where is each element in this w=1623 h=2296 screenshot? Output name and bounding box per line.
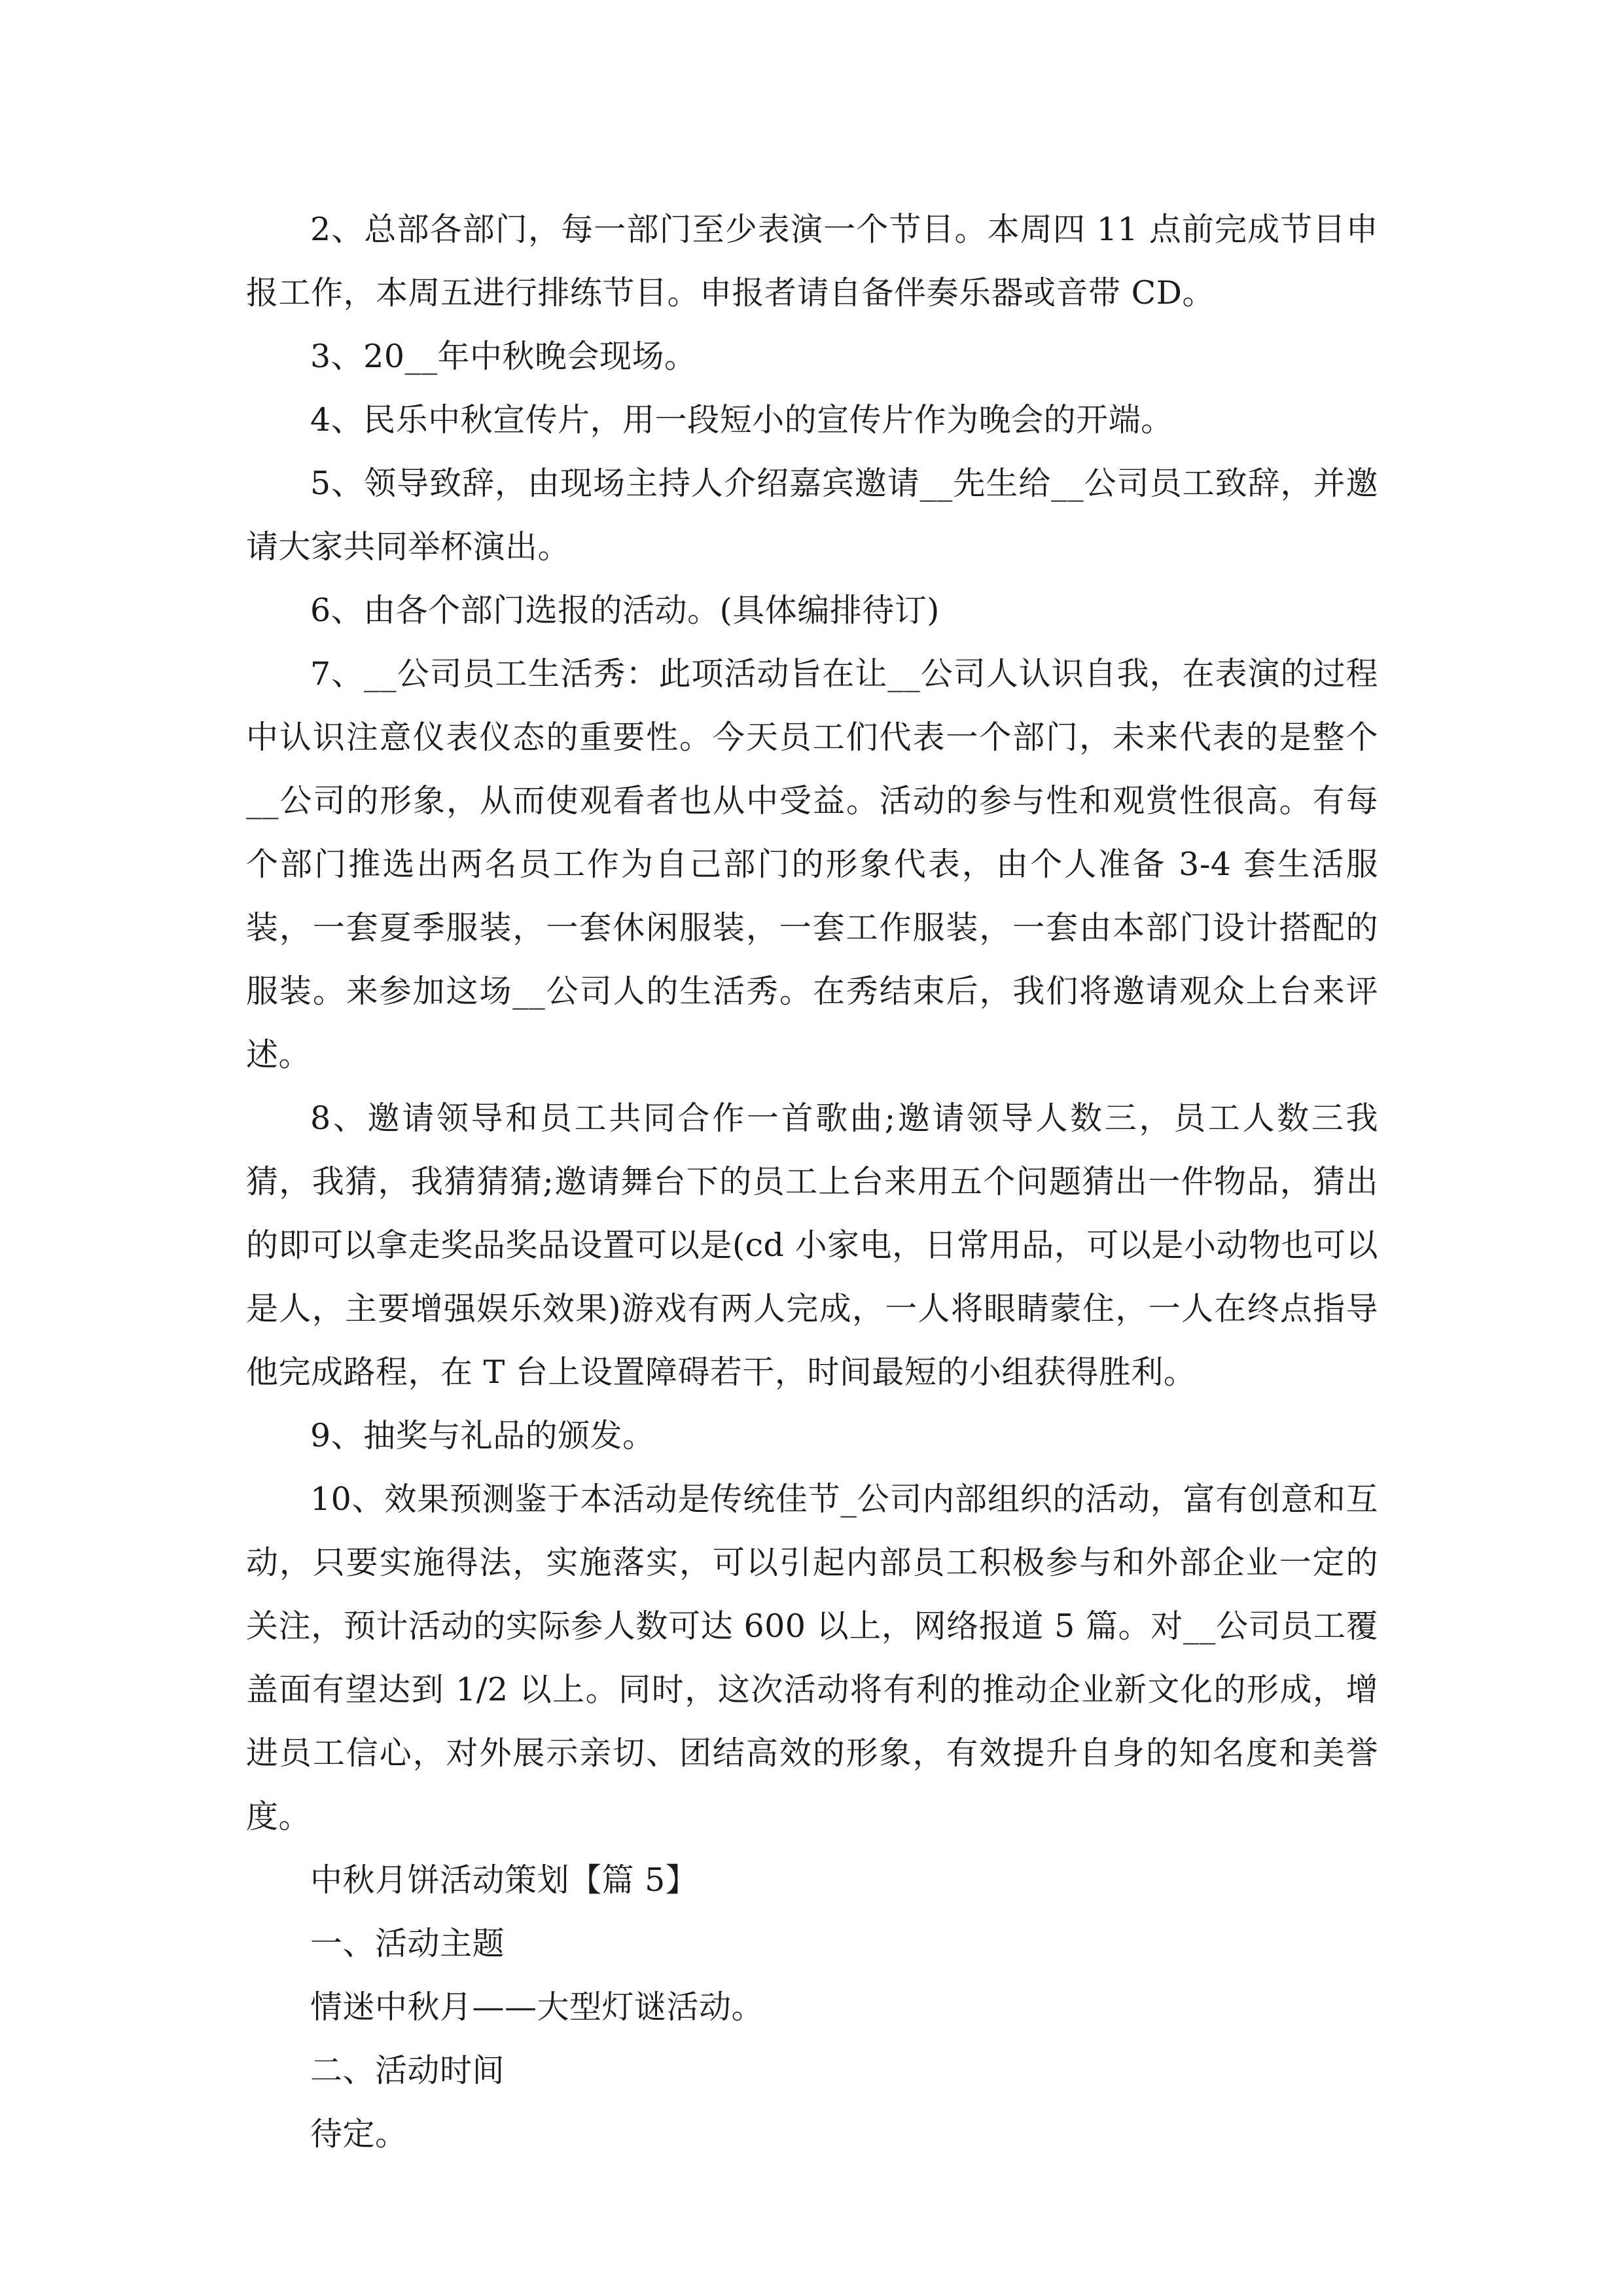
paragraph-item-5: 5、领导致辞，由现场主持人介绍嘉宾邀请__先生给__公司员工致辞，并邀请大家共同举杯演出。 bbox=[246, 465, 1378, 565]
section-title: 中秋月饼活动策划【篇 5】 bbox=[310, 1861, 698, 1899]
paragraph-theme: 情迷中秋月——大型灯谜活动。 bbox=[310, 1988, 764, 2026]
paragraph-item-6: 6、由各个部门选报的活动。(具体编排待订) bbox=[310, 592, 940, 629]
paragraph-time: 待定。 bbox=[310, 2115, 408, 2153]
subheading-time: 二、活动时间 bbox=[310, 2052, 505, 2089]
paragraph-item-9: 9、抽奖与礼品的颁发。 bbox=[310, 1417, 655, 1454]
document-body bbox=[246, 198, 1378, 2166]
paragraph-item-3: 3、20__年中秋晚会现场。 bbox=[310, 338, 697, 375]
paragraph-item-7: 7、__公司员工生活秀：此项活动旨在让__公司人认识自我，在表演的过程中认识注意仪表仪态的重要性。今天员工们代表一个部门，未来代表的是整个__公司的形象，从而使观看者也从中受益。活动的参与性和观赏性很高。有每个部门推选出两名员工作为自己部门的形象代表，由个人准备 3-4 套生活服装，一套夏季服装，一套休闲服装，一套工作服装，一套由本部门设计搭配的服装。来参加这场__公司人的生活秀。在秀结束后，我们将邀请观众上台来评述。 bbox=[246, 655, 1378, 1073]
paragraph-item-2: 2、总部各部门，每一部门至少表演一个节目。本周四 11 点前完成节目申报工作，本周五进行排练节目。申报者请自备伴奏乐器或音带 CD。 bbox=[246, 211, 1378, 312]
paragraph-item-4: 4、民乐中秋宣传片，用一段短小的宣传片作为晚会的开端。 bbox=[310, 401, 1173, 439]
subheading-theme: 一、活动主题 bbox=[310, 1925, 505, 1962]
paragraph-item-8: 8、邀请领导和员工共同合作一首歌曲;邀请领导人数三，员工人数三我猜，我猜，我猜猜猜;邀请舞台下的员工上台来用五个问题猜出一件物品，猜出的即可以拿走奖品奖品设置可以是(cd 小家电，日常用品，可以是小动物也可以是人，主要增强娱乐效果)游戏有两人完成，一人将眼睛蒙住，一人在终点指导他完成路程，在 T 台上设置障碍若干，时间最短的小组获得胜利。 bbox=[246, 1100, 1378, 1391]
paragraph-item-10: 10、效果预测鉴于本活动是传统佳节_公司内部组织的活动，富有创意和互动，只要实施得法，实施落实，可以引起内部员工积极参与和外部企业一定的关注，预计活动的实际参人数可达 600 以上，网络报道 5 篇。对__公司员工覆盖面有望达到 1/2 以上。同时，这次活动将有利的推动企业新文化的形成，增进员工信心，对外展示亲切、团结高效的形象，有效提升自身的知名度和美誉度。 bbox=[246, 1480, 1378, 1835]
